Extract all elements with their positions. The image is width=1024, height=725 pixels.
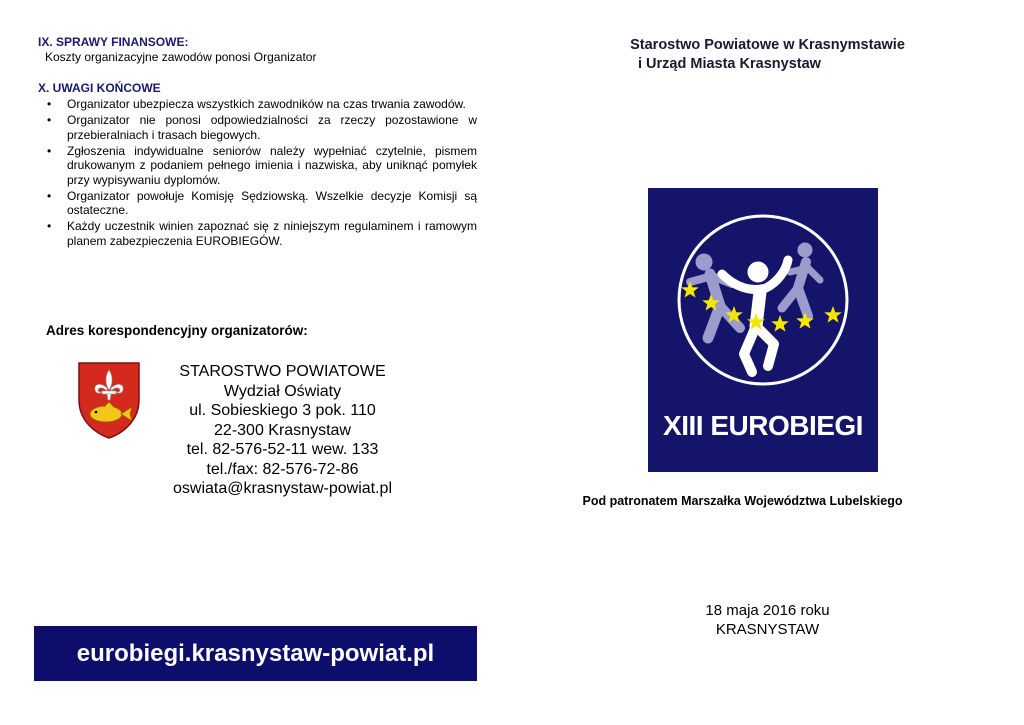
website-link[interactable]: eurobiegi.krasnystaw-powiat.pl <box>76 639 435 667</box>
list-item: • Organizator powołuje Komisję Sędziowską. Wszelkie decyzje Komisji są ostateczne. <box>34 189 477 218</box>
event-date: 18 maja 2016 roku <box>705 602 830 619</box>
eurobiegi-logo <box>648 188 878 472</box>
address-line: tel. 82-576-52-11 wew. 133 <box>186 441 379 458</box>
list-item: • Zgłoszenia indywidualne seniorów należy wypełniać czytelnie, pismem drukowanym z podaniem pełnego imienia i nazwiska, aby uniknąć pomyłek przy wypisywaniu dyplomów. <box>34 144 477 188</box>
address-email[interactable]: oswiata@krasnystaw-powiat.pl <box>173 480 392 497</box>
logo-title: XIII EUROBIEGI <box>663 410 863 441</box>
website-banner <box>34 626 477 681</box>
address-line: tel./fax: 82-576-72-86 <box>206 460 359 478</box>
section10-title: X. UWAGI KOŃCOWE <box>38 81 161 95</box>
address-block <box>150 362 415 499</box>
event-date-block <box>620 601 915 639</box>
address-heading: Adres korespondencyjny organizatorów: <box>46 323 308 338</box>
list-item: • Każdy uczestnik winien zapoznać się z niniejszym regulaminem i ramowym planem zabezpieczenia EUROBIEGÓW. <box>34 219 477 248</box>
address-line: 22-300 Krasnystaw <box>214 421 351 439</box>
address-line: STAROSTWO POWIATOWE <box>179 363 386 380</box>
organizer-line-1: Starostwo Powiatowe w Krasnymstawie <box>630 37 905 53</box>
coat-of-arms-icon <box>76 360 142 440</box>
remarks-list <box>34 97 477 250</box>
address-line: Wydział Oświaty <box>223 382 342 400</box>
section9-text: Koszty organizacyjne zawodów ponosi Organizator <box>45 50 317 64</box>
address-line: ul. Sobieskiego 3 pok. 110 <box>189 402 376 419</box>
section9-title: IX. SPRAWY FINANSOWE: <box>38 35 189 49</box>
list-item: • Organizator nie ponosi odpowiedzialności za rzeczy pozostawione w przebieralniach i trasach biegowych. <box>34 113 477 142</box>
patronage-text: Pod patronatem Marszałka Województwa Lubelskiego <box>582 494 903 508</box>
event-city: KRASNYSTAW <box>715 621 820 638</box>
list-item: • Organizator ubezpiecza wszystkich zawodników na czas trwania zawodów. <box>34 97 477 112</box>
organizer-line-2: i Urząd Miasta Krasnystaw <box>638 56 821 72</box>
